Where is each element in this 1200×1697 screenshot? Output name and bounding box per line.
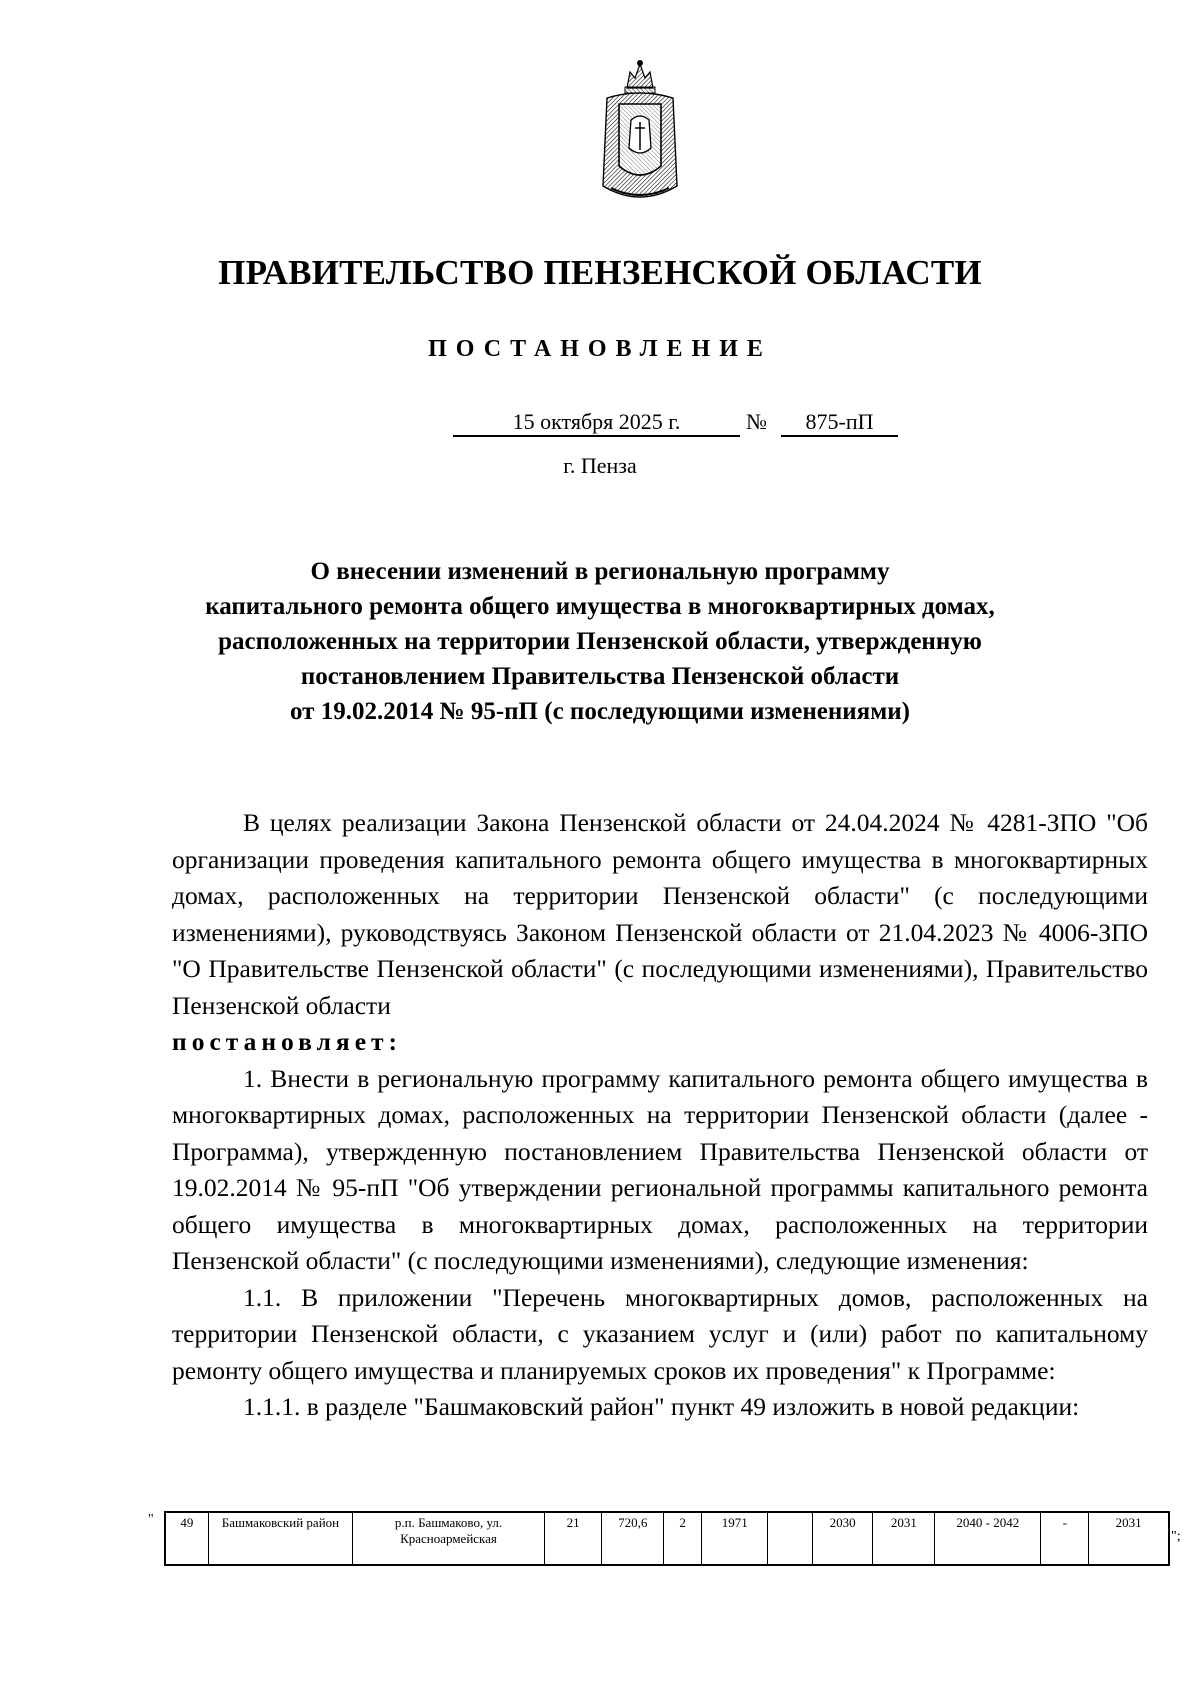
subject-line: от 19.02.2014 № 95-пП (с последующими изменениями): [290, 698, 910, 725]
table-cell: 2030: [812, 1512, 873, 1565]
table-cell: 2: [664, 1512, 702, 1565]
table-open-quote: ": [148, 1512, 154, 1527]
item-1-1-paragraph: 1.1. В приложении "Перечень многоквартирных домов, расположенных на территории Пензенской области, с указанием услуг и (или) работ по капитальному ремонту общего имущества и планируемых сроков их проведения" к Программе:: [172, 1282, 1148, 1385]
document-city: г. Пенза: [563, 453, 637, 478]
document-date: 15 октября 2025 г.: [453, 409, 740, 437]
subject-line: расположенных на территории Пензенской области, утвержденную: [218, 628, 982, 655]
program-row-table: [164, 1511, 1170, 1566]
preamble-paragraph: В целях реализации Закона Пензенской области от 24.04.2024 № 4281-ЗПО "Об организации проведения капитального ремонта общего имущества в многоквартирных домах, расположенных на территории Пензенской области" (с последующими изменениями), руководствуясь Законом Пензенской области от 21.04.2023 № 4006-ЗПО "О Правительстве Пензенской области" (с последующими изменениями), Правительство Пензенской области: [172, 808, 1148, 1020]
number-sign: №: [746, 409, 767, 434]
subject-line: капитального ремонта общего имущества в многоквартирных домах,: [205, 593, 995, 620]
table-close-quote: ";: [1171, 1529, 1181, 1544]
cell-address: р.п. Башмаково, ул. Красноармейская: [353, 1512, 545, 1565]
subject-line: постановлением Правительства Пензенской области: [300, 663, 900, 690]
resolves-word: постановляет:: [172, 1027, 403, 1056]
item-1-paragraph: 1. Внести в региональную программу капитального ремонта общего имущества в многоквартирных домах, расположенных на территории Пензенской области (далее - Программа), утвержденную постановлением Правительства Пензенской области от 19.02.2014 № 95-пП "Об утверждении региональной программы капитального ремонта общего имущества в многоквартирных домах, расположенных на территории Пензенской области" (с последующими изменениями), следующие изменения:: [172, 1063, 1148, 1275]
cell-district: Башмаковский район: [208, 1512, 352, 1565]
table-cell: [768, 1512, 812, 1565]
cell-number: 49: [165, 1512, 208, 1565]
subject-line: О внесении изменений в региональную программу: [310, 558, 890, 585]
table-row: [165, 1512, 1169, 1565]
document-type: ПОСТАНОВЛЕНИЕ: [428, 336, 772, 362]
table-cell: 1971: [702, 1512, 768, 1565]
document-body: [172, 805, 1148, 1426]
document-subject: [150, 554, 1050, 729]
table-cell: -: [1041, 1512, 1089, 1565]
government-title: ПРАВИТЕЛЬСТВО ПЕНЗЕНСКОЙ ОБЛАСТИ: [218, 253, 982, 292]
item-1-1-1-paragraph: 1.1.1. в разделе "Башмаковский район" пункт 49 изложить в новой редакции:: [243, 1392, 1080, 1421]
table-cell: 2031: [873, 1512, 935, 1565]
table-cell: 21: [544, 1512, 601, 1565]
table-cell: 2040 - 2042: [935, 1512, 1041, 1565]
coat-of-arms-icon: [597, 58, 683, 206]
document-number: 875-пП: [781, 409, 898, 437]
table-cell: 2031: [1089, 1512, 1169, 1565]
table-cell: 720,6: [602, 1512, 664, 1565]
